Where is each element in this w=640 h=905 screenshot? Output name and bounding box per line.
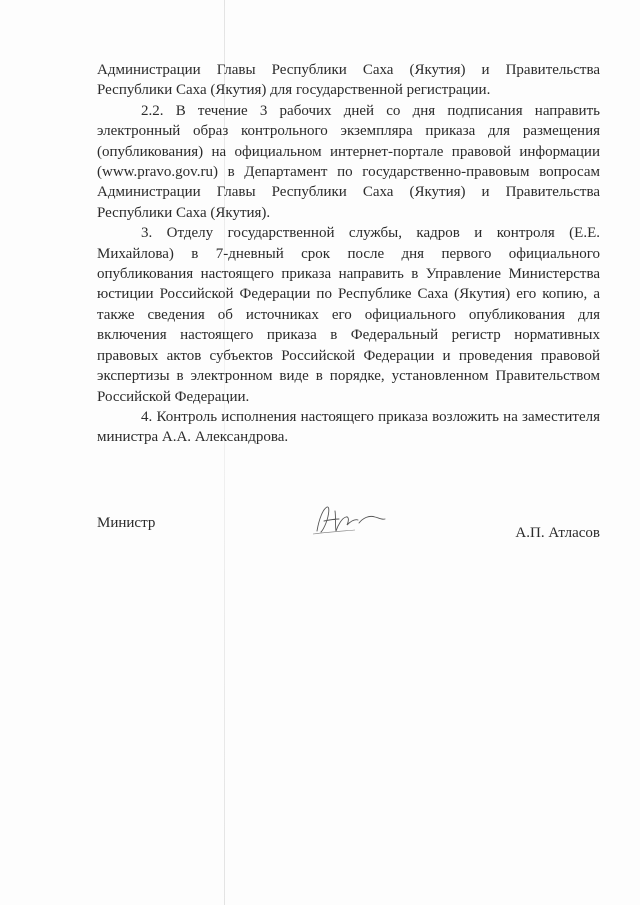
paragraph-intro: Администрации Главы Республики Саха (Якутия) и Правительства Республики Саха (Якутия) для государственной регистрации.	[97, 62, 600, 99]
document-body	[97, 60, 600, 448]
handwritten-signature	[309, 501, 389, 541]
signature-block	[97, 513, 600, 543]
paragraph-2-2: 2.2. В течение 3 рабочих дней со дня подписания направить электронный образ контрольного экземпляра приказа для размещения (опубликования) на официальном интернет-портале правовой информации (www.pravo.gov.ru) в Департамент по государственно-правовым вопросам Администрации Главы Республики Саха (Якутия) и Правительства Республики Саха (Якутия).	[97, 102, 600, 221]
paragraph-3: 3. Отделу государственной службы, кадров и контроля (Е.Е. Михайлова) в 7-дневный срок после дня первого официального опубликования настоящего приказа направить в Управление Министерства юстиции Российской Федерации по Республике Саха (Якутия) его копию, а также сведения об источниках его официального опубликования для включения настоящего приказа в Федеральный регистр нормативных правовых актов субъектов Российской Федерации и проведения правовой экспертизы в электронном виде в порядке, установленном Правительством Российской Федерации.	[97, 225, 600, 405]
paragraph-4: 4. Контроль исполнения настоящего приказа возложить на заместителя министра А.А. Александрова.	[97, 408, 600, 446]
signatory-title: Министр	[97, 515, 156, 531]
signatory-name: А.П. Атласов	[515, 525, 600, 541]
